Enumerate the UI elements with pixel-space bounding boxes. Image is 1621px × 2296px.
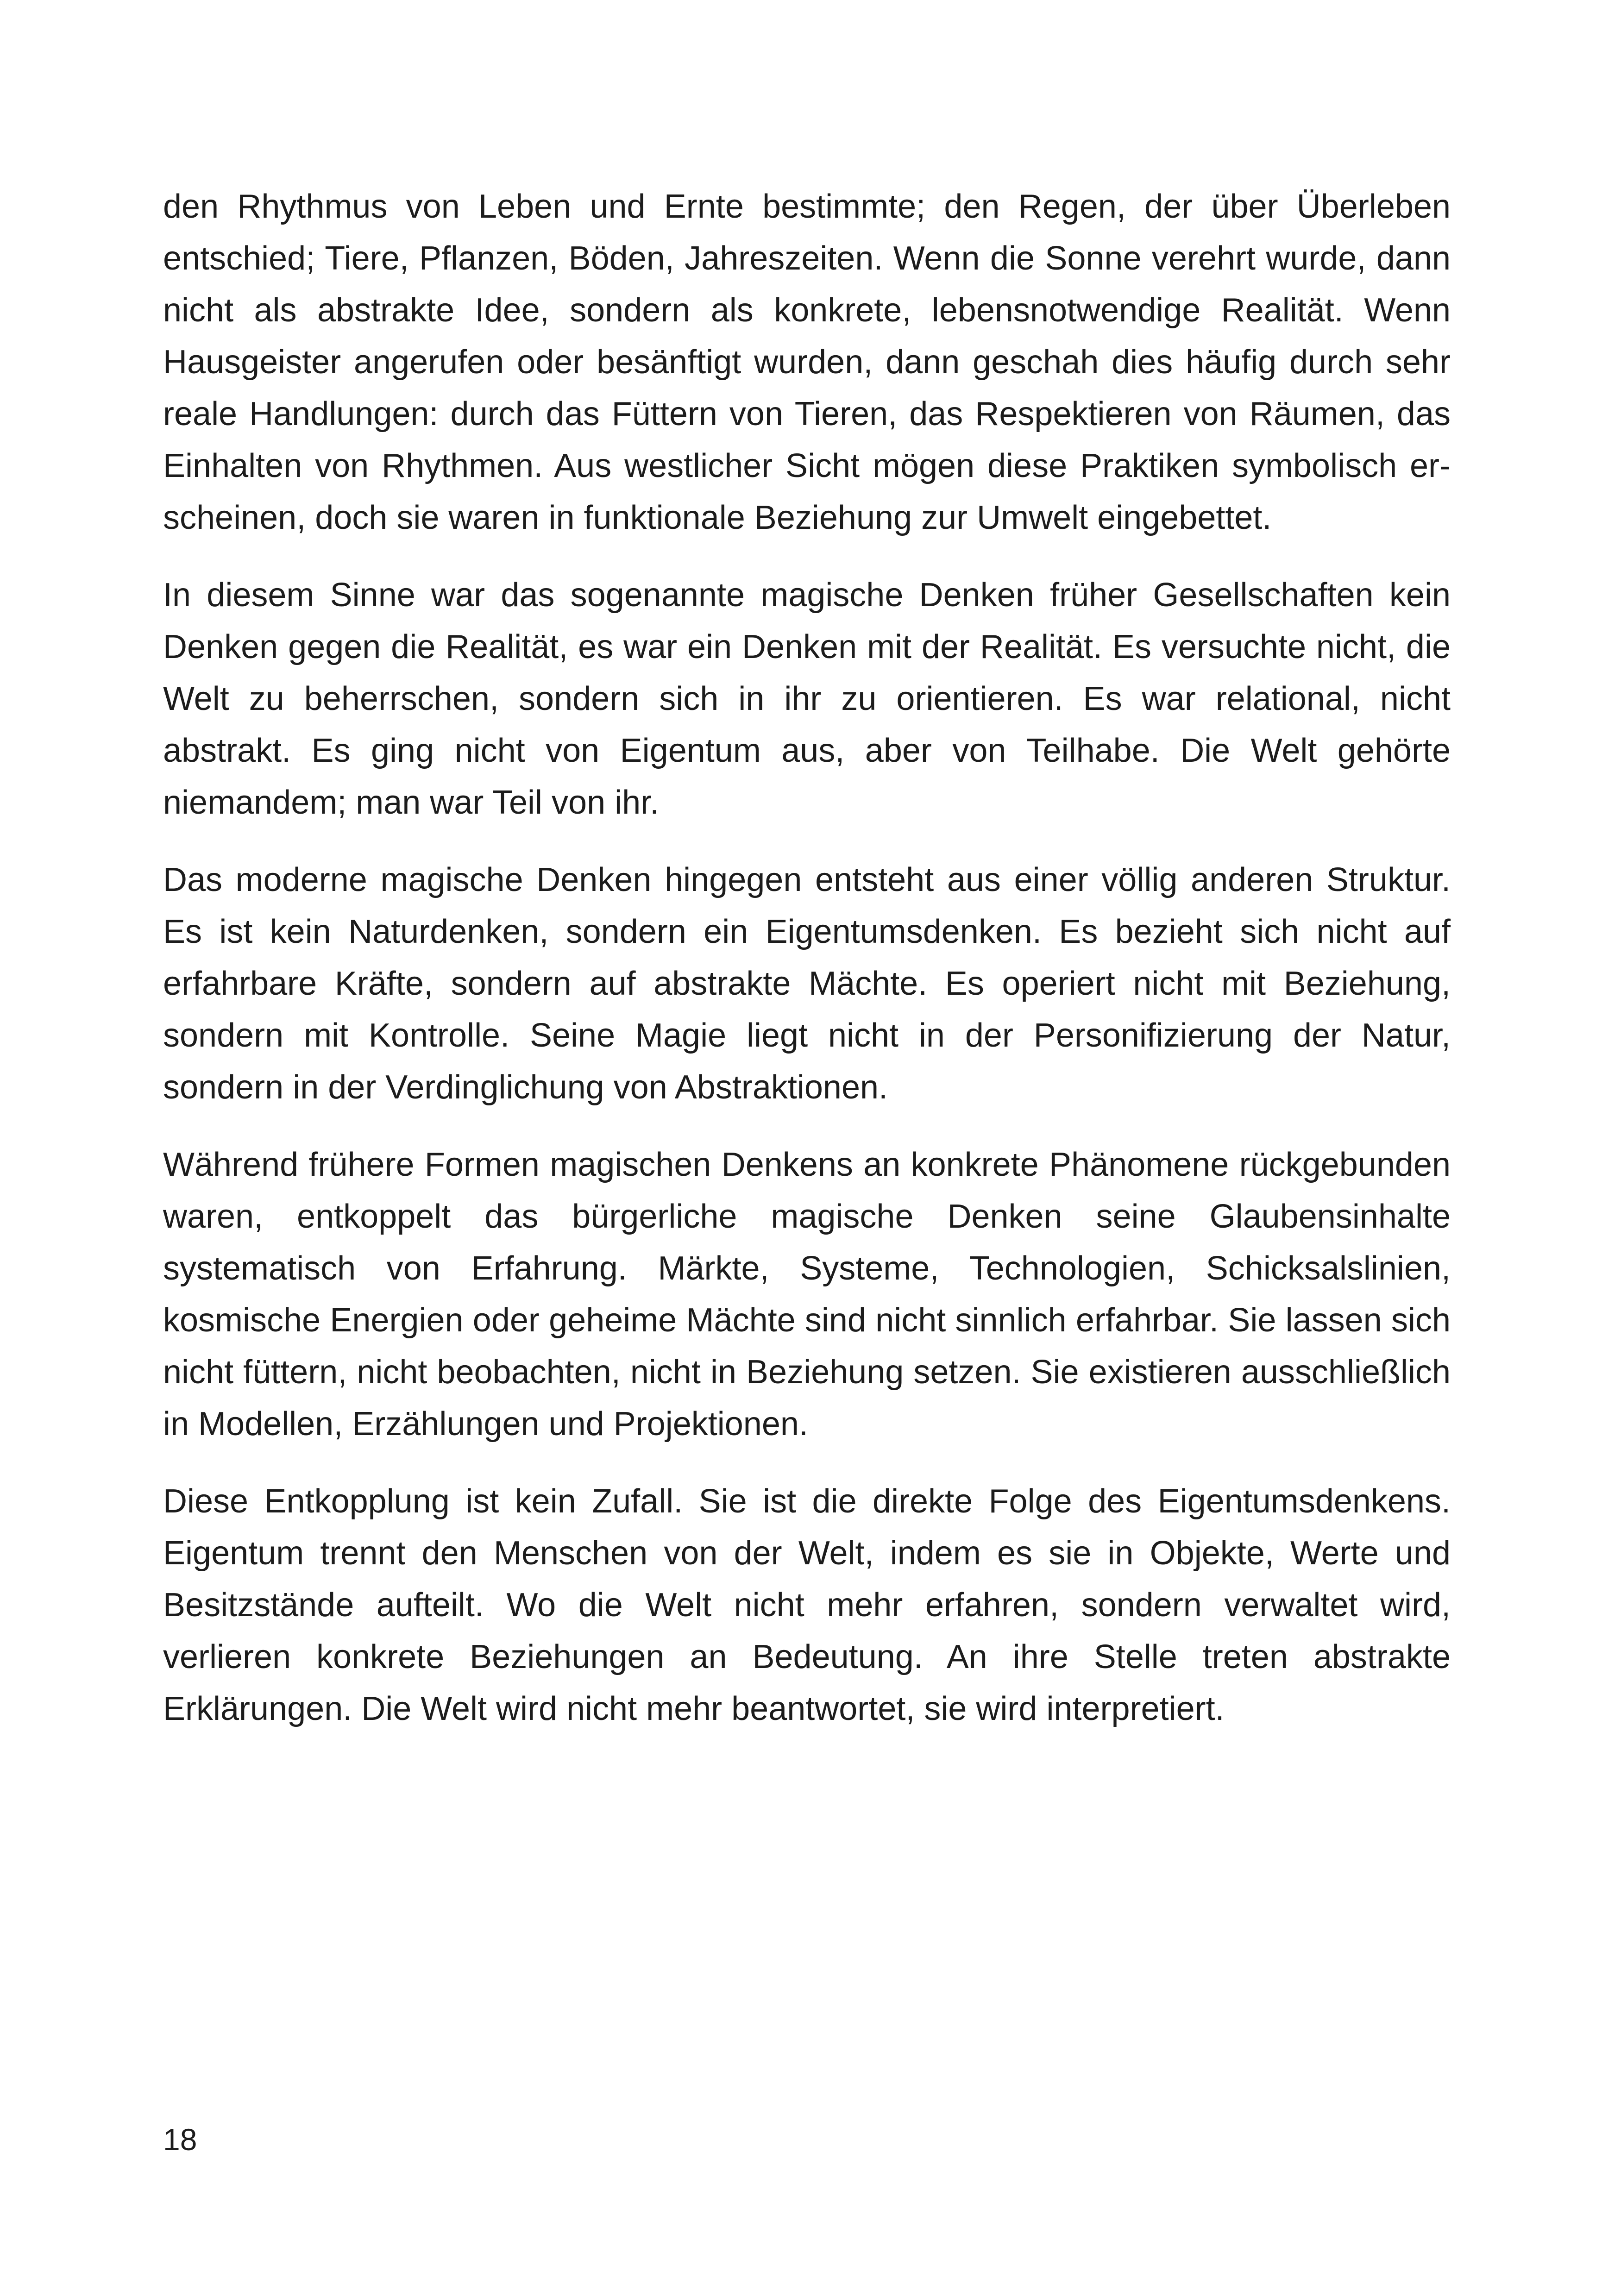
body-text: [163, 181, 1451, 1760]
paragraph-4: Während frühere Formen magischen Denkens an konkrete Phänomene rückgebunden waren, entkoppelt das bürgerliche magische Denken seine Glaubensinhalte systematisch von Erfahrung. Märkte, Systeme, Technologien, Schicksalslinien, kosmische Energien oder geheime Mächte sind nicht sinnlich erfahrbar. Sie lassen sich nicht füttern, nicht beobachten, nicht in Beziehung setzen. Sie existieren ausschließlich in Modellen, Erzählungen und Projektionen.: [163, 1146, 1451, 1443]
paragraph-1: den Rhythmus von Leben und Ernte bestimmte; den Regen, der über Überleben entschied; Tiere, Pflanzen, Böden, Jahreszeiten. Wenn die Sonne verehrt wurde, dann nicht als abstrakte Idee, sondern als konkrete, lebensnotwendige Realität. Wenn Hausgeister angerufen oder besänftigt wurden, dann geschah dies häufig durch sehr reale Handlungen: durch das Füttern von Tieren, das Respektieren von Räumen, das Einhalten von Rhythmen. Aus westlicher Sicht mögen diese Praktiken symbolisch erscheinen, doch sie waren in funktionale Beziehung zur Umwelt eingebettet.: [163, 188, 1451, 536]
paragraph-5: Diese Entkopplung ist kein Zufall. Sie ist die direkte Folge des Eigentumsdenkens. Eigentum trennt den Menschen von der Welt, indem es sie in Objekte, Werte und Besitzstände aufteilt. Wo die Welt nicht mehr erfahren, sondern verwaltet wird, verlieren konkrete Beziehungen an Bedeutung. An ihre Stelle treten abstrakte Erklärungen. Die Welt wird nicht mehr beantwortet, sie wird interpretiert.: [163, 1483, 1451, 1727]
page-number: 18: [163, 2122, 197, 2157]
paragraph-3: Das moderne magische Denken hingegen entsteht aus einer völlig anderen Struktur. Es ist kein Naturdenken, sondern ein Eigentumsdenken. Es bezieht sich nicht auf erfahrbare Kräfte, sondern auf abstrakte Mächte. Es operiert nicht mit Beziehung, sondern mit Kontrolle. Seine Magie liegt nicht in der Personifizierung der Natur, sondern in der Verdinglichung von Abstraktionen.: [163, 861, 1451, 1106]
paragraph-2: In diesem Sinne war das sogenannte magische Denken früher Gesellschaften kein Denken gegen die Realität, es war ein Denken mit der Realität. Es versuchte nicht, die Welt zu beherrschen, sondern sich in ihr zu orientieren. Es war relational, nicht abstrakt. Es ging nicht von Eigentum aus, aber von Teilhabe. Die Welt gehörte niemandem; man war Teil von ihr.: [163, 577, 1451, 821]
